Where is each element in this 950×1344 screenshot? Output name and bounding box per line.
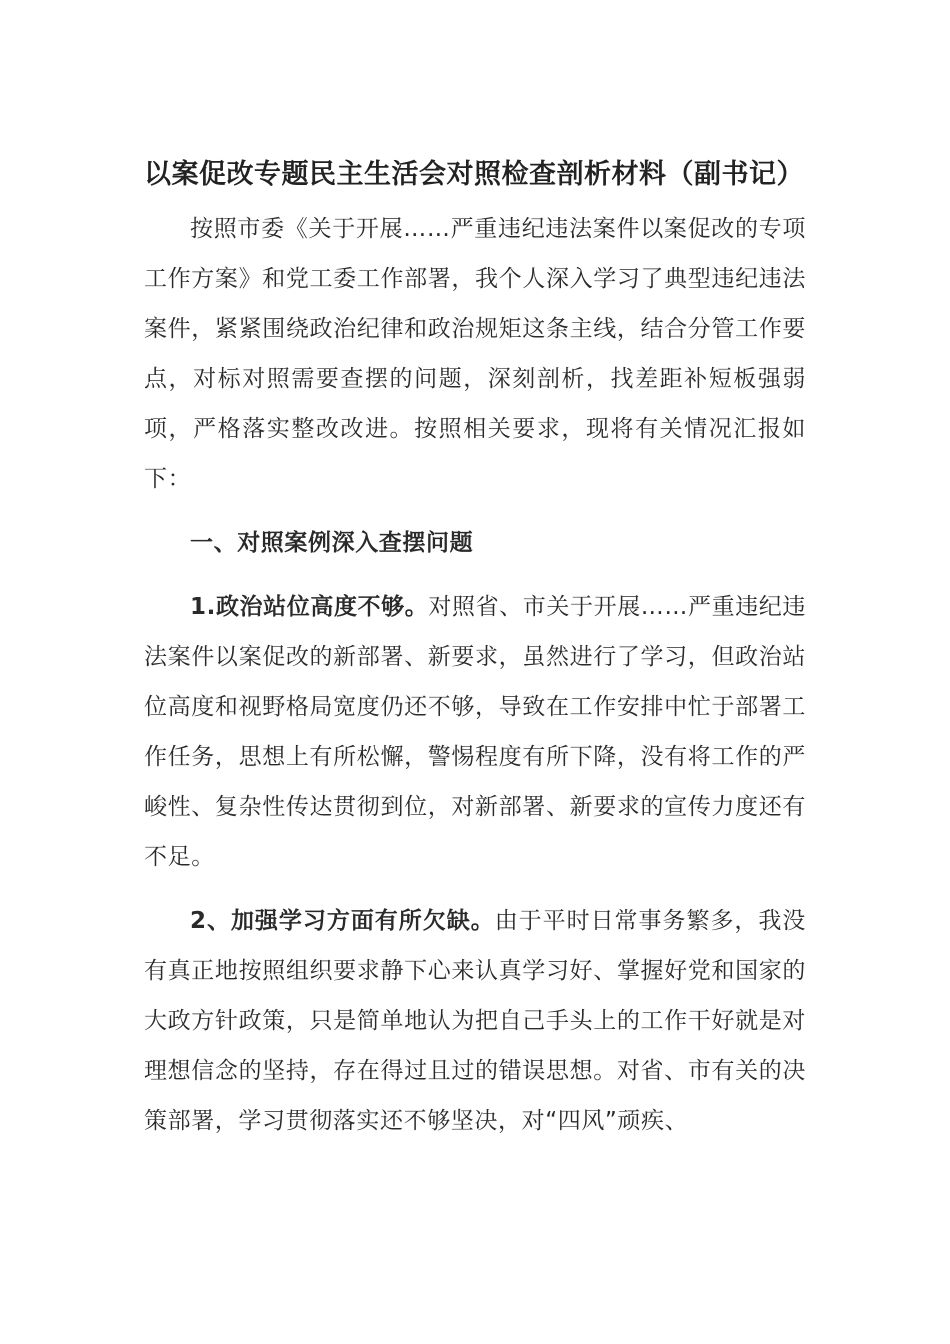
document-body (144, 150, 806, 1146)
document-title: 以案促改专题民主生活会对照检查剖析材料（副书记） (144, 159, 804, 190)
item-1-text: 对照省、市关于开展……严重违纪违法案件以案促改的新部署、新要求，虽然进行了学习，但政治站位高度和视野格局宽度仍还不够，导致在工作安排中忙于部署工作任务，思想上有所松懈，警惕程度有所下降，没有将工作的严峻性、复杂性传达贯彻到位，对新部署、新要求的宣传力度还有不足。 (144, 594, 807, 870)
section-heading: 一、对照案例深入查摆问题 (190, 530, 474, 556)
intro-paragraph: 按照市委《关于开展……严重违纪违法案件以案促改的专项工作方案》和党工委工作部署，我个人深入学习了典型违纪违法案件，紧紧围绕政治纪律和政治规矩这条主线，结合分管工作要点，对标对照需要查摆的问题，深刻剖析，找差距补短板强弱项，严格落实整改改进。按照相关要求，现将有关情况汇报如下： (144, 216, 806, 492)
item-1-lead: 1.政治站位高度不够。 (190, 594, 429, 620)
item-2-text: 由于平时日常事务繁多，我没有真正地按照组织要求静下心来认真学习好、掌握好党和国家的大政方针政策，只是简单地认为把自己手头上的工作干好就是对理想信念的坚持，存在得过且过的错误思想。对省、市有关的决策部署，学习贯彻落实还不够坚决，对“四风”顽疾、 (144, 908, 806, 1134)
item-2-lead: 2、加强学习方面有所欠缺。 (190, 908, 495, 934)
item-1-paragraph (144, 582, 806, 882)
item-2-paragraph (144, 896, 806, 1146)
